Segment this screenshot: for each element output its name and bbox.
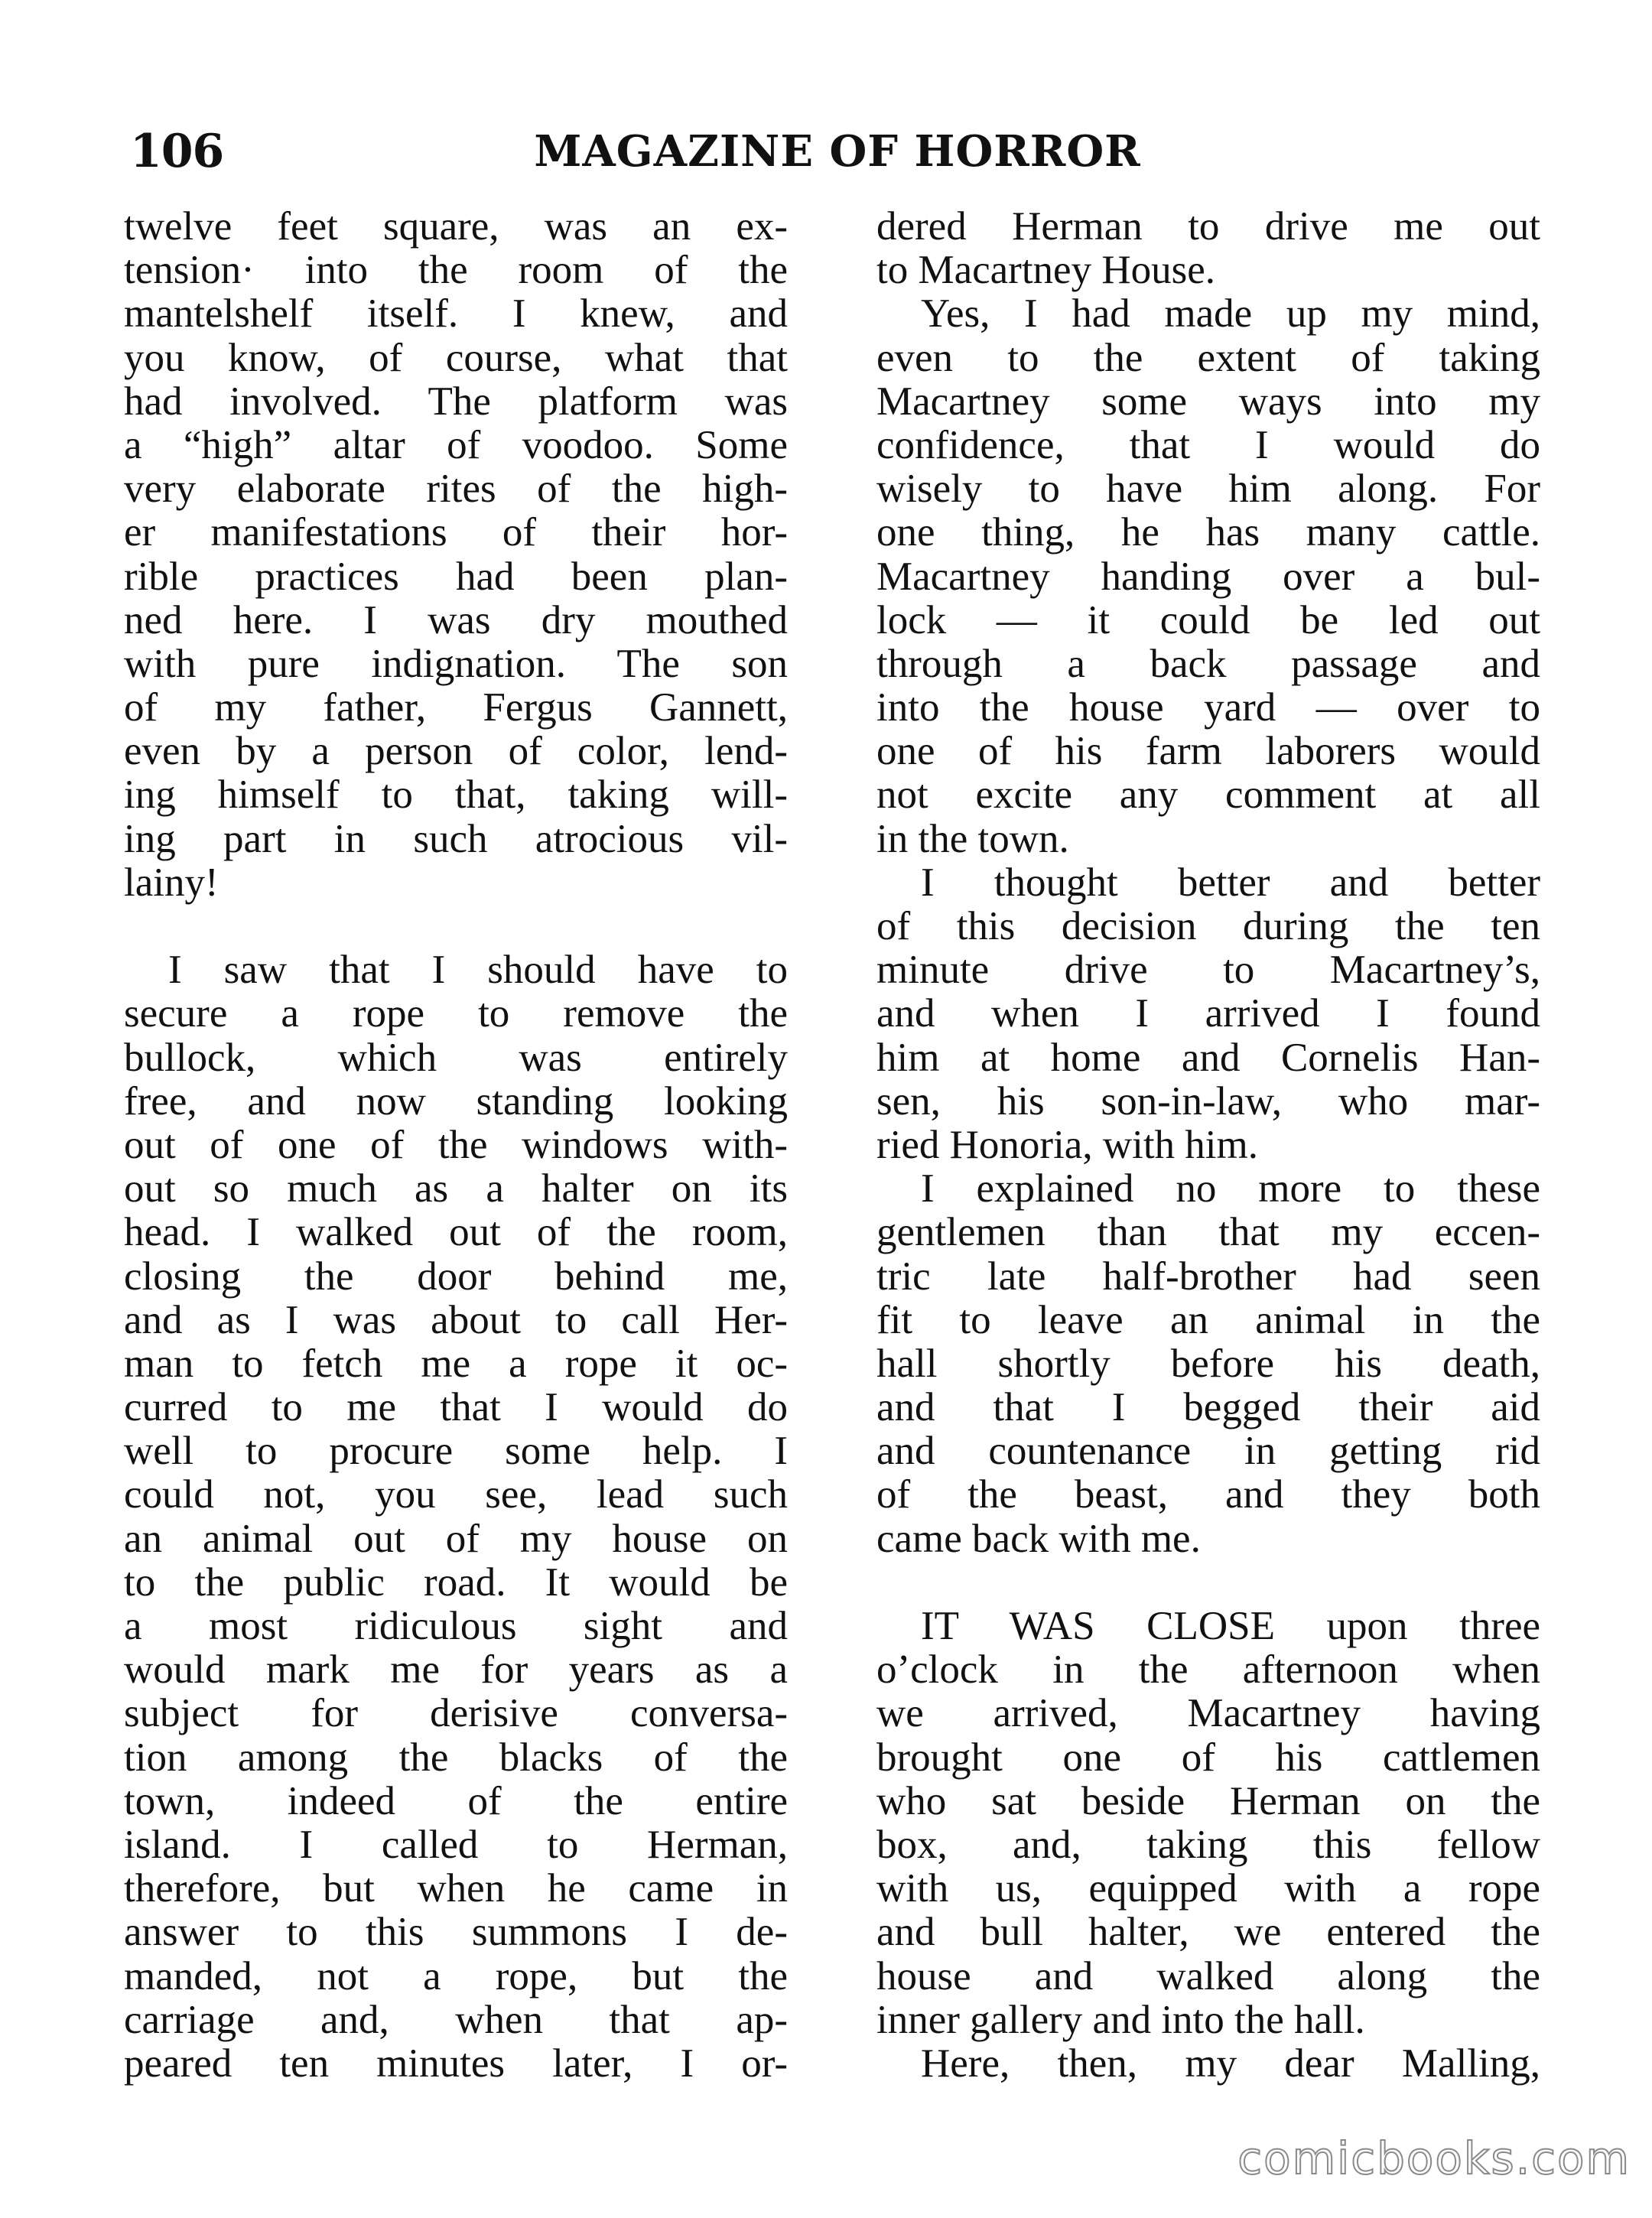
text-line: not excite any comment at all — [876, 772, 1540, 818]
text-line: in the town. — [876, 816, 1069, 861]
paragraph-gap — [876, 1561, 1540, 1605]
text-line: and when I arrived I found — [876, 991, 1540, 1036]
text-line: through a back passage and — [876, 641, 1540, 686]
text-line: twelve feet square, was an ex- — [124, 204, 788, 249]
text-line: subject for derisive conversa- — [124, 1691, 788, 1736]
text-line: into the house yard — over to — [876, 685, 1540, 730]
text-line: to the public road. It would be — [124, 1559, 788, 1605]
text-line: could not, you see, lead such — [124, 1472, 788, 1517]
text-line: even to the extent of taking — [876, 335, 1540, 380]
text-line: manded, not a rope, but the — [124, 1953, 788, 1998]
text-line: ing part in such atrocious vil- — [124, 816, 788, 861]
text-line: to Macartney House. — [876, 248, 1215, 293]
text-line: a most ridiculous sight and — [124, 1604, 788, 1648]
text-line: Macartney handing over a bul- — [876, 554, 1540, 599]
text-line: out so much as a halter on its — [124, 1166, 788, 1211]
text-line: closing the door behind me, — [124, 1254, 788, 1299]
text-line: of my father, Fergus Gannett, — [124, 685, 788, 730]
text-line: bullock, which was entirely — [124, 1035, 788, 1080]
text-line: wisely to have him along. For — [876, 467, 1540, 512]
text-line: carriage and, when that ap- — [124, 1997, 788, 2042]
text-line: fit to leave an animal in the — [876, 1297, 1540, 1342]
text-line: well to procure some help. I — [124, 1429, 788, 1474]
left-text-column — [124, 205, 788, 2086]
watermark: comicbooks.com — [1237, 2132, 1631, 2184]
text-line: out of one of the windows with- — [124, 1122, 788, 1167]
text-line: town, indeed of the entire — [124, 1778, 788, 1823]
page-number: 106 — [130, 125, 224, 178]
text-line: a “high” altar of voodoo. Some — [124, 422, 788, 467]
text-line: therefore, but when he came in — [124, 1866, 788, 1911]
magazine-title: MAGAZINE OF HORROR — [534, 126, 1141, 177]
text-line: we arrived, Macartney having — [876, 1691, 1540, 1736]
text-line: IT WAS CLOSE upon three — [921, 1604, 1540, 1648]
text-line: hall shortly before his death, — [876, 1341, 1540, 1386]
text-line: tion among the blacks of the — [124, 1735, 788, 1780]
text-line: I thought better and better — [921, 860, 1540, 905]
text-line: confidence, that I would do — [876, 422, 1540, 467]
text-line: of the beast, and they both — [876, 1472, 1540, 1517]
text-line: very elaborate rites of the high- — [124, 467, 788, 512]
text-line: free, and now standing looking — [124, 1078, 788, 1124]
text-line: dered Herman to drive me out — [876, 204, 1540, 249]
text-line: rible practices had been plan- — [124, 554, 788, 599]
text-line: and countenance in getting rid — [876, 1429, 1540, 1474]
text-line: man to fetch me a rope it oc- — [124, 1341, 788, 1386]
text-line: and that I begged their aid — [876, 1385, 1540, 1430]
text-line: with pure indignation. The son — [124, 641, 788, 686]
text-line: inner gallery and into the hall. — [876, 1997, 1365, 2042]
text-line: Macartney some ways into my — [876, 379, 1540, 424]
text-line: gentlemen than that my eccen- — [876, 1210, 1540, 1255]
text-line: ing himself to that, taking will- — [124, 772, 788, 818]
text-line: brought one of his cattlemen — [876, 1735, 1540, 1780]
text-line: even by a person of color, lend- — [124, 729, 788, 774]
text-line: island. I called to Herman, — [124, 1822, 788, 1867]
text-line: and as I was about to call Her- — [124, 1297, 788, 1342]
text-line: lainy! — [124, 860, 219, 905]
text-line: of this decision during the ten — [876, 904, 1540, 948]
text-line: an animal out of my house on — [124, 1516, 788, 1561]
text-line: sen, his son-in-law, who mar- — [876, 1078, 1540, 1124]
text-line: Here, then, my dear Malling, — [921, 2041, 1540, 2086]
text-line: one thing, he has many cattle. — [876, 510, 1540, 555]
text-line: I explained no more to these — [921, 1166, 1540, 1211]
text-line: would mark me for years as a — [124, 1647, 788, 1693]
text-line: secure a rope to remove the — [124, 991, 788, 1036]
text-line: lock — it could be led out — [876, 597, 1540, 642]
text-line: with us, equipped with a rope — [876, 1866, 1540, 1911]
text-line: him at home and Cornelis Han- — [876, 1035, 1540, 1080]
text-line: house and walked along the — [876, 1953, 1540, 1998]
text-line: mantelshelf itself. I knew, and — [124, 291, 788, 337]
text-line: tric late half-brother had seen — [876, 1254, 1540, 1299]
text-line: I saw that I should have to — [168, 948, 788, 993]
right-text-column — [876, 205, 1540, 2086]
text-line: er manifestations of their hor- — [124, 510, 788, 555]
paragraph-gap — [124, 905, 788, 948]
text-line: had involved. The platform was — [124, 379, 788, 424]
text-line: came back with me. — [876, 1516, 1201, 1561]
text-line: curred to me that I would do — [124, 1385, 788, 1430]
text-line: one of his farm laborers would — [876, 729, 1540, 774]
text-line: ried Honoria, with him. — [876, 1122, 1258, 1167]
page-header — [130, 121, 1545, 182]
text-line: head. I walked out of the room, — [124, 1210, 788, 1255]
text-line: ned here. I was dry mouthed — [124, 597, 788, 642]
text-line: Yes, I had made up my mind, — [921, 291, 1540, 337]
text-line: o’clock in the afternoon when — [876, 1647, 1540, 1693]
text-line: minute drive to Macartney’s, — [876, 948, 1540, 993]
text-line: and bull halter, we entered the — [876, 1910, 1540, 1955]
text-line: who sat beside Herman on the — [876, 1778, 1540, 1823]
text-line: you know, of course, what that — [124, 335, 788, 380]
text-line: tension· into the room of the — [124, 248, 788, 293]
text-line: box, and, taking this fellow — [876, 1822, 1540, 1867]
text-line: answer to this summons I de- — [124, 1910, 788, 1955]
text-line: peared ten minutes later, I or- — [124, 2041, 788, 2086]
